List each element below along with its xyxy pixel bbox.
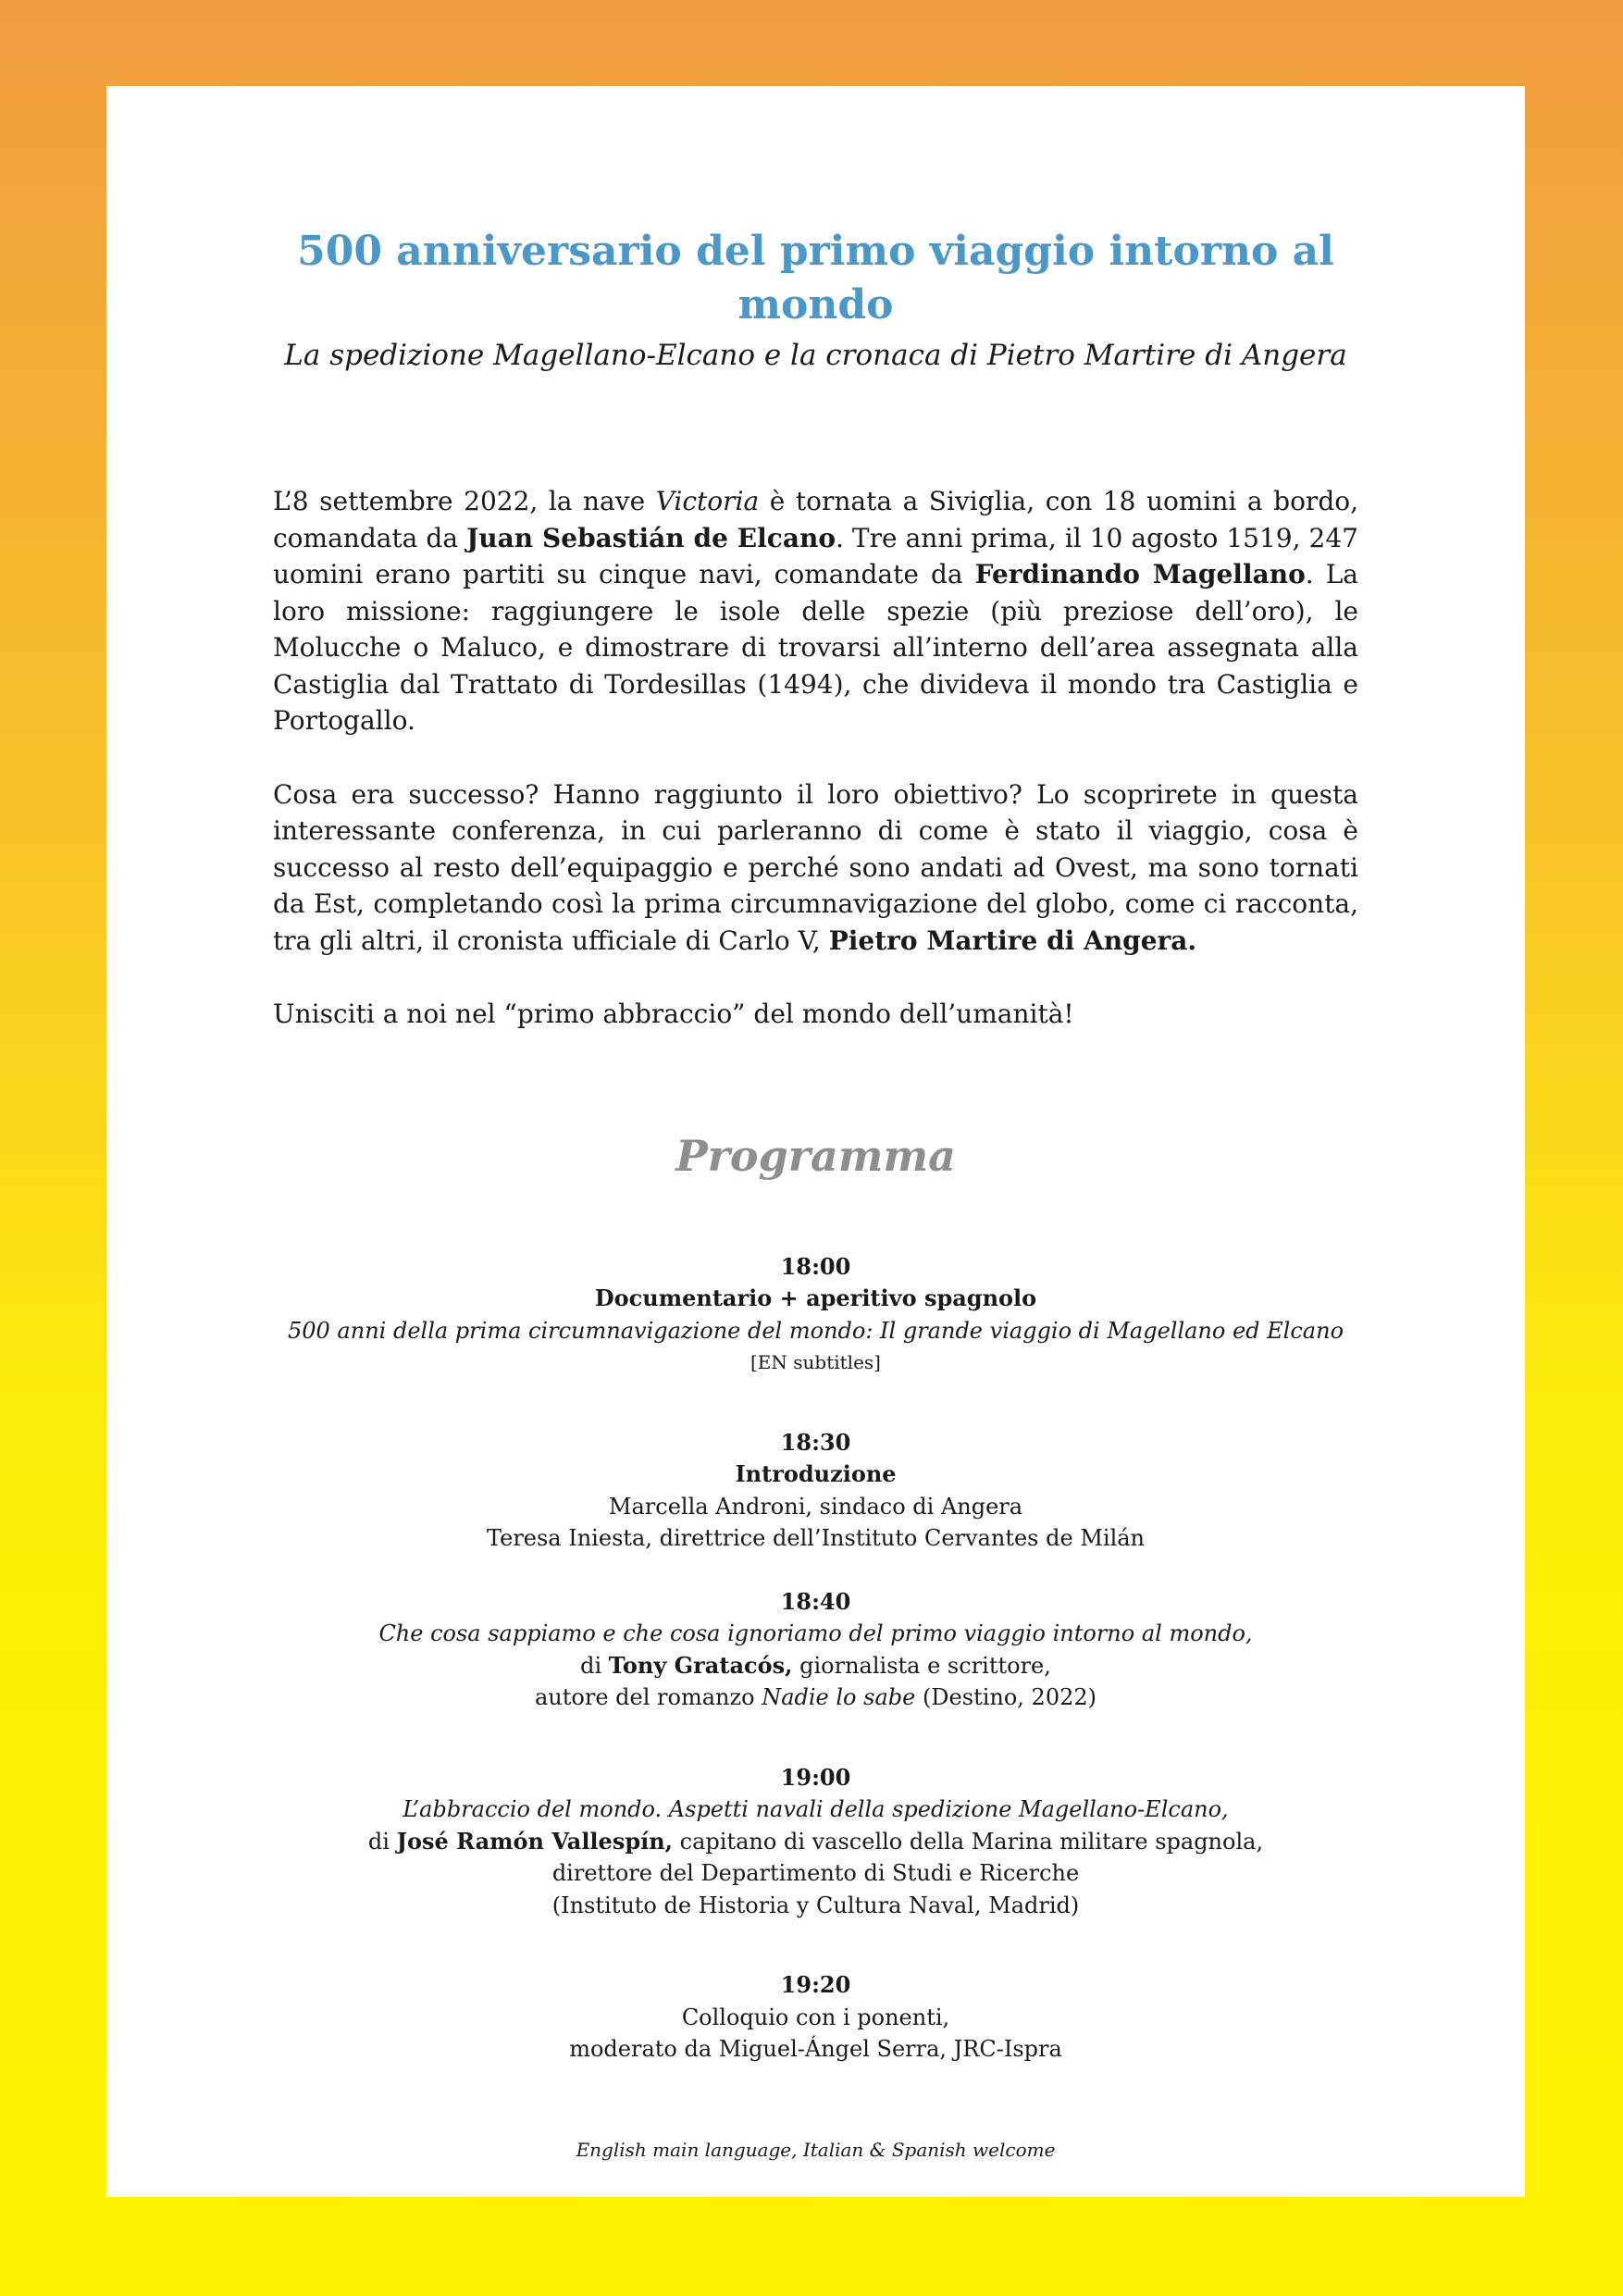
book-title: Nadie lo sabe <box>762 1684 916 1710</box>
event-title: 500 anniversario del primo viaggio intorno al mondo <box>297 228 1334 329</box>
speaker-line <box>273 1682 1358 1714</box>
text-run: capitano di vascello della Marina militare spagnola, <box>673 1828 1264 1855</box>
slot-heading: Documentario + aperitivo spagnolo <box>594 1285 1037 1311</box>
program-slot <box>273 1969 1358 2066</box>
slot-time: 19:20 <box>780 1971 851 1998</box>
magellano-name: Ferdinando Magellano <box>974 559 1306 590</box>
poster-sheet <box>106 86 1525 2197</box>
intro-paragraph-2 <box>273 776 1358 960</box>
program-slot <box>273 1251 1358 1379</box>
poster-content <box>273 225 1358 2166</box>
talk-title: L’abbraccio del mondo. Aspetti navali della spedizione Magellano-Elcano, <box>403 1796 1229 1822</box>
slot-time: 18:00 <box>780 1252 851 1280</box>
speaker-line: moderato da Miguel-Ángel Serra, JRC-Ispra <box>569 2036 1062 2062</box>
speaker-line <box>273 1650 1358 1682</box>
slot-time: 18:40 <box>780 1587 851 1615</box>
language-note: English main language, Italian & Spanish welcome <box>576 2138 1056 2161</box>
speaker-line <box>273 1826 1358 1858</box>
speaker-line: Colloquio con i ponenti, <box>681 2004 950 2030</box>
text-run: è tornata a Siviglia, con 18 uomini a bordo, comandata da <box>273 486 1358 553</box>
text-run: giornalista e scrittore, <box>792 1652 1051 1679</box>
text-run: di <box>367 1828 397 1855</box>
intro-paragraph-1 <box>273 483 1358 739</box>
speaker-line: (Instituto de Historia y Cultura Naval, Madrid) <box>551 1892 1080 1918</box>
slot-time: 19:00 <box>780 1763 851 1791</box>
program-heading: Programma <box>675 1130 956 1181</box>
slot-time: 18:30 <box>780 1428 851 1456</box>
talk-title: Che cosa sappiamo e che cosa ignoriamo del primo viaggio intorno al mondo, <box>378 1620 1253 1646</box>
speaker-name: José Ramón Vallespín, <box>396 1827 674 1855</box>
pietro-martire-name: Pietro Martire di Angera. <box>828 925 1197 956</box>
program-slot <box>273 1427 1358 1555</box>
text-run: . La loro missione: raggiungere le isole delle spezie (più preziose dell’oro), le Molucche o Maluco, e dimostrare di trovarsi all’interno dell’area assegnata alla Castiglia dal Trattato di Tordesillas (1494), che divideva il mondo tra Castiglia e Portogallo. <box>273 559 1359 736</box>
text-run: (Destino, 2022) <box>915 1684 1096 1710</box>
text-run: . Tre anni prima, il 10 agosto 1519, 247 uomini erano partiti su cinque navi, comandate da <box>273 522 1358 590</box>
intro-text <box>273 483 1358 1033</box>
text-run: di <box>580 1652 609 1679</box>
speaker-line: Marcella Androni, sindaco di Angera <box>608 1493 1023 1520</box>
text-run: Cosa era successo? Hanno raggiunto il loro obiettivo? Lo scoprirete in questa interessante conferenza, in cui parleranno di come è stato il viaggio, cosa è successo al resto dell’equipaggio e perché sono andati ad Ovest, ma sono tornati da Est, completando così la prima circumnavigazione del globo, come ci racconta, tra gli altri, il cronista ufficiale di Carlo V, <box>273 778 1358 956</box>
program-slot <box>273 1762 1358 1922</box>
text-run: L’8 settembre 2022, la nave <box>273 486 656 516</box>
film-title: 500 anni della prima circumnavigazione del mondo: Il grande viaggio di Magellano ed Elcano <box>287 1317 1344 1344</box>
intro-paragraph-3: Unisciti a noi nel “primo abbraccio” del mondo dell’umanità! <box>273 999 1074 1029</box>
program-schedule <box>273 1251 1358 2166</box>
program-slot <box>273 1586 1358 1714</box>
event-subtitle: La spedizione Magellano-Elcano e la cronaca di Pietro Martire di Angera <box>284 339 1347 372</box>
ship-name: Victoria <box>655 486 760 516</box>
slot-heading: Introduzione <box>735 1460 897 1487</box>
text-run: autore del romanzo <box>534 1684 762 1710</box>
subtitles-note: [EN subtitles] <box>750 1351 881 1373</box>
speaker-line: direttore del Departimento di Studi e Ricerche <box>551 1860 1080 1886</box>
speaker-line: Teresa Iniesta, direttrice dell’Instituto Cervantes de Milán <box>486 1525 1146 1551</box>
speaker-name: Tony Gratacós, <box>608 1651 793 1679</box>
elcano-name: Juan Sebastián de Elcano <box>466 522 836 553</box>
